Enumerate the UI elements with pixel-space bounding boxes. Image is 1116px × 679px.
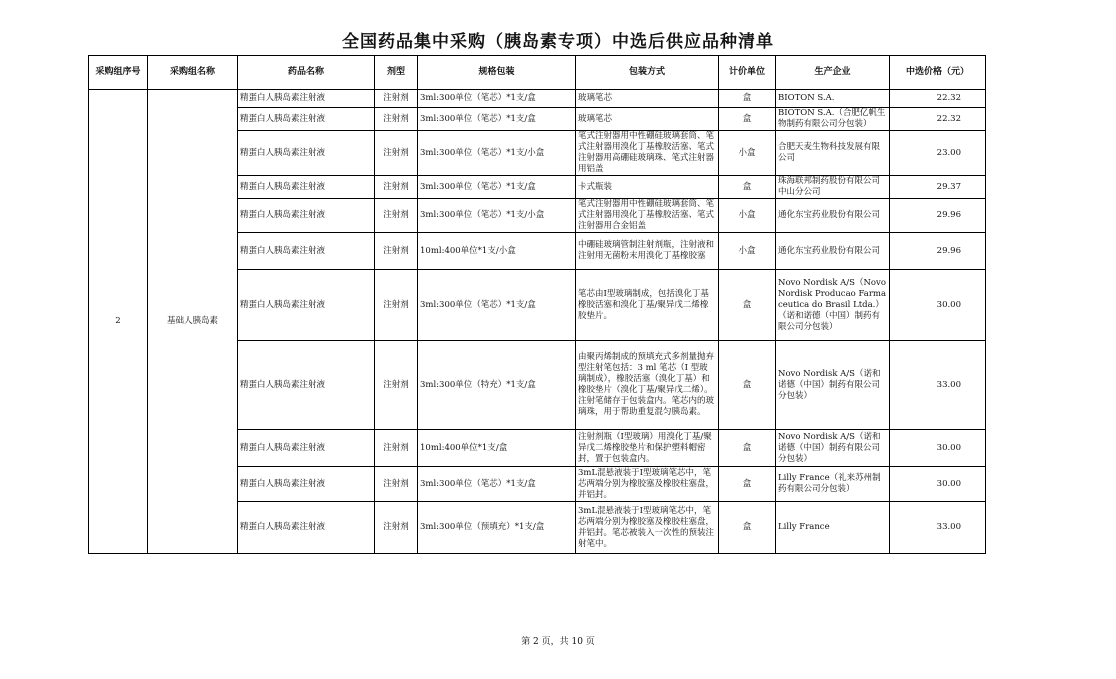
spec-cell: 3ml:300单位（特充）*1支/盒 [418,341,576,430]
manufacturer-cell: Lilly France [776,502,890,554]
dosage-form-cell: 注射剂 [375,131,418,176]
spec-cell: 3ml:300单位（笔芯）*1支/小盒 [418,131,576,176]
group-name-cell: 基础人胰岛素 [148,90,238,554]
unit-cell: 小盒 [719,233,776,270]
packaging-cell: 笔式注射器用中性硼硅玻璃套筒、笔式注射器用溴化丁基橡胶活塞、笔式注射器用高硼硅玻璃珠、笔式注射器用铝盖 [576,131,719,176]
unit-cell: 盒 [719,341,776,430]
drug-name-cell: 精蛋白人胰岛素注射液 [238,341,375,430]
table-header-row [89,56,986,90]
manufacturer-cell: 通化东宝药业股份有限公司 [776,199,890,233]
unit-cell: 盒 [719,502,776,554]
spec-cell: 3ml:300单位（笔芯）*1支/小盒 [418,199,576,233]
page-number: 第 2 页，共 10 页 [521,637,595,647]
dosage-form-cell: 注射剂 [375,270,418,341]
price-cell: 30.00 [890,467,986,502]
spec-cell: 10ml:400单位*1支/盒 [418,430,576,467]
drug-name-cell: 精蛋白人胰岛素注射液 [238,176,375,199]
dosage-form-cell: 注射剂 [375,199,418,233]
spec-cell: 3ml:300单位（笔芯）*1支/盒 [418,270,576,341]
price-cell: 29.96 [890,233,986,270]
unit-cell: 盒 [719,176,776,199]
price-cell: 33.00 [890,502,986,554]
spec-cell: 3ml:300单位（笔芯）*1支/盒 [418,90,576,108]
drug-name-cell: 精蛋白人胰岛素注射液 [238,108,375,131]
manufacturer-cell: BIOTON S.A. [776,90,890,108]
price-cell: 29.96 [890,199,986,233]
spec-cell: 3ml:300单位（预填充）*1支/盒 [418,502,576,554]
drug-name-cell: 精蛋白人胰岛素注射液 [238,270,375,341]
header-group-name: 采购组名称 [148,56,238,90]
price-cell: 29.37 [890,176,986,199]
manufacturer-cell: Novo Nordisk A/S（诺和诺德（中国）制药有限公司分包装） [776,341,890,430]
document-title: 全国药品集中采购（胰岛素专项）中选后供应品种清单 [342,32,774,52]
packaging-cell: 卡式瓶装 [576,176,719,199]
spec-cell: 3ml:300单位（笔芯）*1支/盒 [418,108,576,131]
packaging-cell: 中硼硅玻璃管制注射剂瓶，注射液和注射用无菌粉末用溴化丁基橡胶塞 [576,233,719,270]
drug-name-cell: 精蛋白人胰岛素注射液 [238,233,375,270]
manufacturer-cell: Lilly France（礼来苏州制药有限公司分包装） [776,467,890,502]
packaging-cell: 玻璃笔芯 [576,90,719,108]
price-cell: 22.32 [890,108,986,131]
price-cell: 23.00 [890,131,986,176]
dosage-form-cell: 注射剂 [375,233,418,270]
spec-cell: 3ml:300单位（笔芯）*1支/盒 [418,467,576,502]
spec-cell: 3ml:300单位（笔芯）*1支/盒 [418,176,576,199]
packaging-cell: 3mL混悬液装于I型玻璃笔芯中，笔芯两端分别为橡胶塞及橡胶柱塞盘，并铝封。 [576,467,719,502]
manufacturer-cell: Novo Nordisk A/S（诺和诺德（中国）制药有限公司分包装） [776,430,890,467]
dosage-form-cell: 注射剂 [375,502,418,554]
header-manufacturer: 生产企业 [776,56,890,90]
drug-name-cell: 精蛋白人胰岛素注射液 [238,90,375,108]
header-packaging: 包装方式 [576,56,719,90]
unit-cell: 盒 [719,467,776,502]
dosage-form-cell: 注射剂 [375,176,418,199]
packaging-cell: 3mL混悬液装于I型玻璃笔芯中，笔芯两端分别为橡胶塞及橡胶柱塞盘，并铝封。笔芯被装入一次性的预装注射笔中。 [576,502,719,554]
packaging-cell: 笔式注射器用中性硼硅玻璃套筒、笔式注射器用溴化丁基橡胶活塞、笔式注射器用合金铝盖 [576,199,719,233]
unit-cell: 小盒 [719,131,776,176]
packaging-cell: 注射剂瓶（I型玻璃）用溴化丁基/聚异戊二烯橡胶垫片和保护塑料帽密封，置于包装盒内。 [576,430,719,467]
dosage-form-cell: 注射剂 [375,467,418,502]
spec-cell: 10ml:400单位*1支/小盒 [418,233,576,270]
manufacturer-cell: 合肥天麦生物科技发展有限公司 [776,131,890,176]
drug-name-cell: 精蛋白人胰岛素注射液 [238,430,375,467]
dosage-form-cell: 注射剂 [375,108,418,131]
unit-cell: 盒 [719,270,776,341]
header-drug-name: 药品名称 [238,56,375,90]
drug-name-cell: 精蛋白人胰岛素注射液 [238,131,375,176]
price-cell: 22.32 [890,90,986,108]
drug-name-cell: 精蛋白人胰岛素注射液 [238,502,375,554]
manufacturer-cell: Novo Nordisk A/S（Novo Nordisk Producao Farmaceutica do Brasil Ltda.）（诺和诺德（中国）制药有限公司分包装） [776,270,890,341]
table-body [89,90,986,554]
manufacturer-cell: BIOTON S.A.（合肥亿帆生物制药有限公司分包装） [776,108,890,131]
product-list-table [88,55,986,554]
unit-cell: 盒 [719,90,776,108]
manufacturer-cell: 通化东宝药业股份有限公司 [776,233,890,270]
dosage-form-cell: 注射剂 [375,341,418,430]
header-spec: 规格包装 [418,56,576,90]
price-cell: 30.00 [890,270,986,341]
packaging-cell: 玻璃笔芯 [576,108,719,131]
header-dosage-form: 剂型 [375,56,418,90]
packaging-cell: 笔芯由I型玻璃制成，包括溴化丁基橡胶活塞和溴化丁基/聚异戊二烯橡胶垫片。 [576,270,719,341]
packaging-cell: 由聚丙烯制成的预填充式多剂量抛弃型注射笔包括：3 ml 笔芯（I 型玻璃制成），橡胶活塞（溴化丁基）和橡胶垫片（溴化丁基/聚异戊二烯）。注射笔储存于包装盒内。笔芯内的玻璃珠，用于帮助重复混匀胰岛素。 [576,341,719,430]
group-number-cell: 2 [89,90,148,554]
table-row [89,90,986,108]
drug-name-cell: 精蛋白人胰岛素注射液 [238,199,375,233]
unit-cell: 小盒 [719,199,776,233]
unit-cell: 盒 [719,108,776,131]
header-group-no: 采购组序号 [89,56,148,90]
price-cell: 30.00 [890,430,986,467]
header-unit: 计价单位 [719,56,776,90]
manufacturer-cell: 珠海联邦制药股份有限公司中山分公司 [776,176,890,199]
drug-name-cell: 精蛋白人胰岛素注射液 [238,467,375,502]
dosage-form-cell: 注射剂 [375,430,418,467]
unit-cell: 盒 [719,430,776,467]
dosage-form-cell: 注射剂 [375,90,418,108]
price-cell: 33.00 [890,341,986,430]
header-price: 中选价格（元） [890,56,986,90]
